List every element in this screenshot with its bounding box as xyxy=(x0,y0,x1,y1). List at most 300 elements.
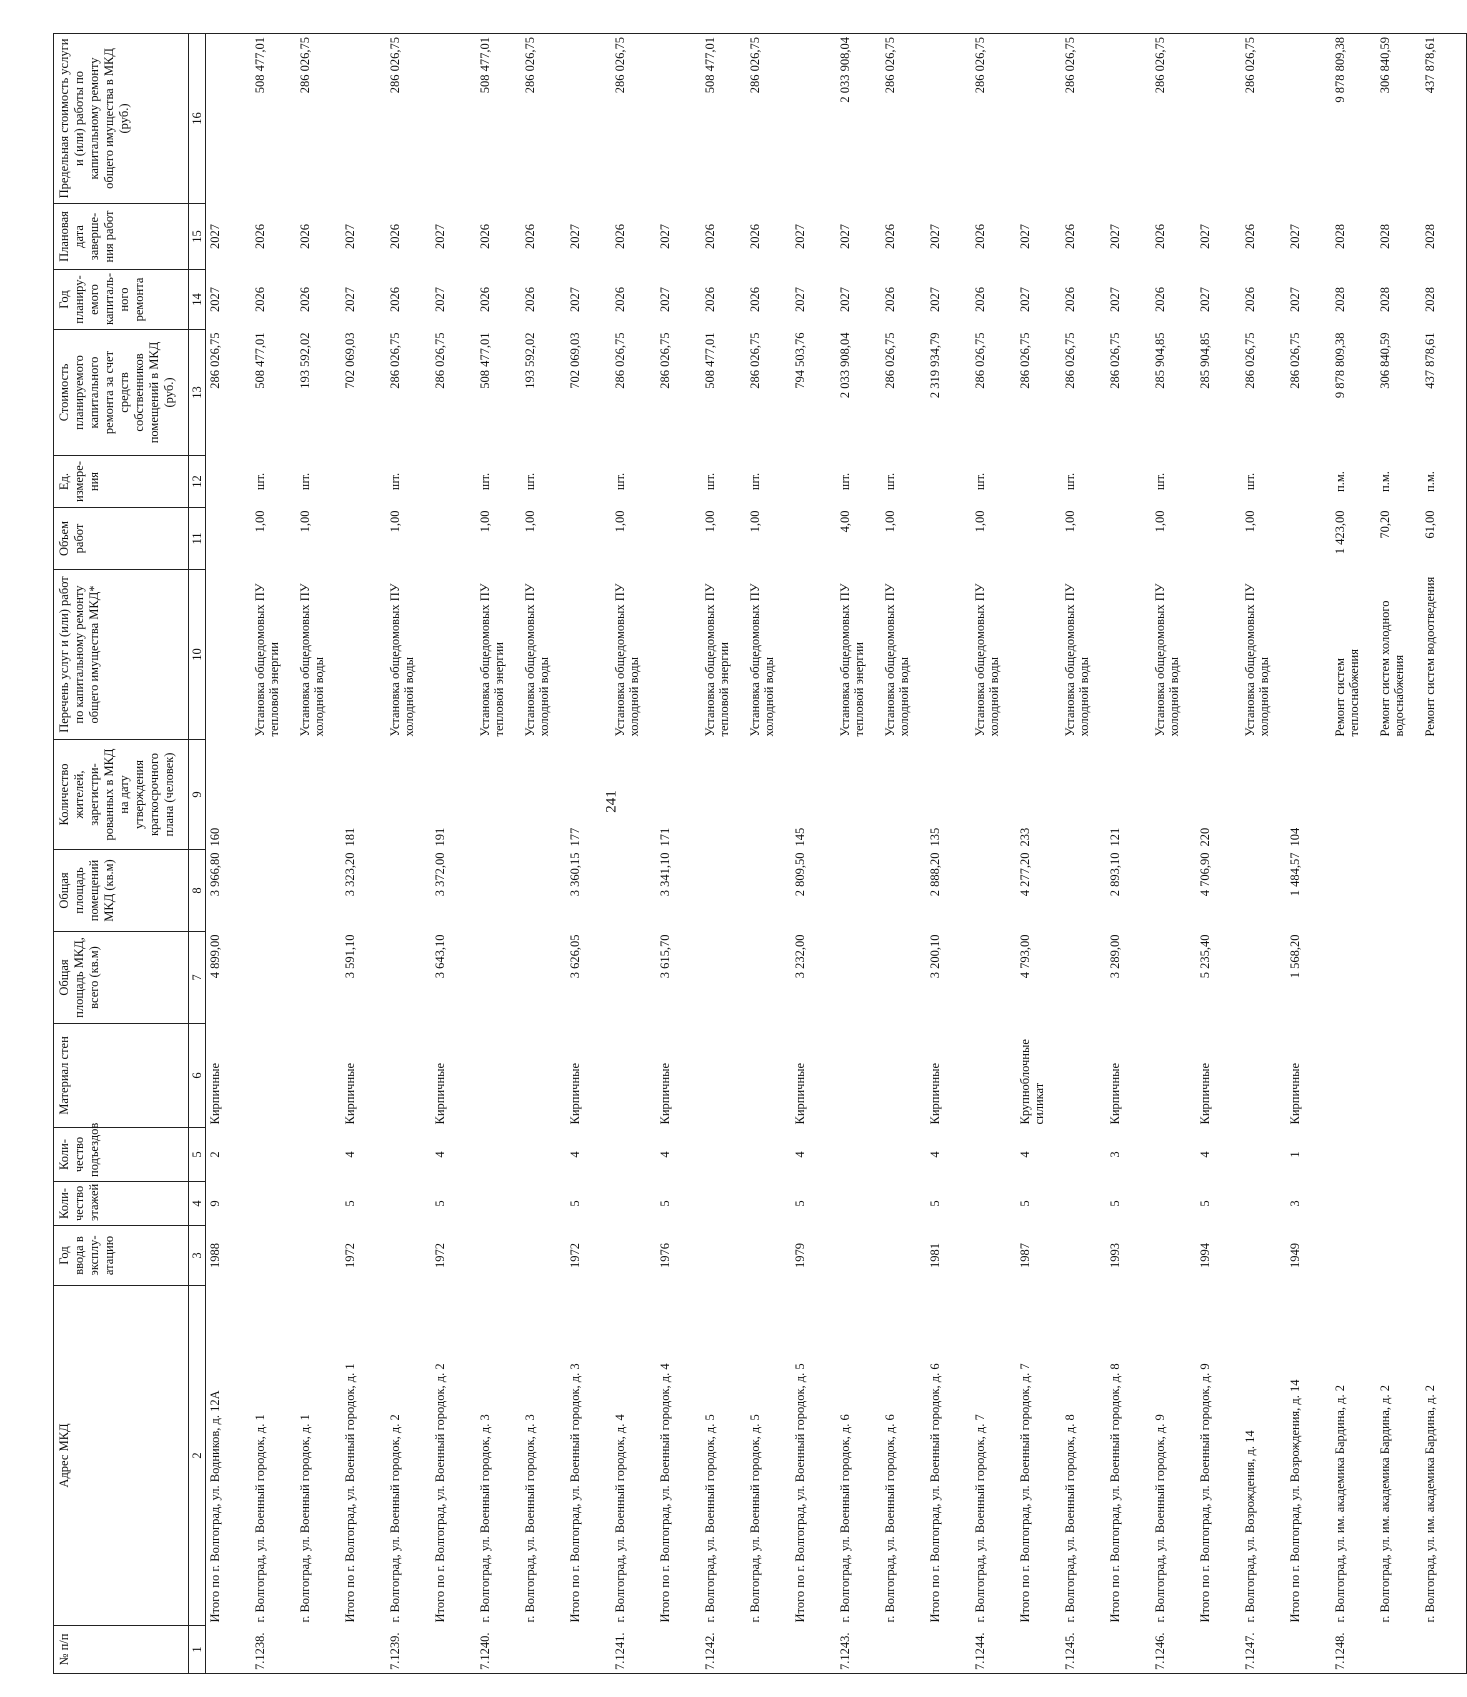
table-row xyxy=(746,34,791,1674)
volume-cell: 1,00 xyxy=(388,510,402,533)
cost-cell: 286 026,75 xyxy=(1063,332,1077,389)
premises-area-cell xyxy=(476,850,521,932)
residents-cell xyxy=(836,740,881,850)
year-built-cell: 1979 xyxy=(793,1243,807,1268)
repair-year-cell: 2026 xyxy=(388,287,402,312)
row-number: 7.1243. xyxy=(836,1626,881,1674)
works-list-cell xyxy=(431,570,476,740)
unit-cell xyxy=(431,456,476,508)
completion-date-cell: 2026 xyxy=(973,224,987,249)
floors-cell xyxy=(296,1182,341,1226)
volume-cell xyxy=(206,508,252,570)
total-area-cell: 3 200,10 xyxy=(928,934,942,979)
repair-year-cell: 2026 xyxy=(883,287,897,312)
table-row xyxy=(341,34,386,1674)
volume-cell: 1,00 xyxy=(253,510,267,533)
total-area-cell xyxy=(881,932,926,1024)
works-list-cell: Установка общедомовых ПУ холодной воды xyxy=(388,583,416,737)
cost-cell: 2 033 908,04 xyxy=(838,332,852,399)
unit-cell: шт. xyxy=(748,472,762,491)
completion-date-cell: 2028 xyxy=(1333,224,1347,249)
table-row xyxy=(386,34,431,1674)
year-built-cell: 1993 xyxy=(1108,1243,1122,1268)
row-number: 7.1238. xyxy=(251,1626,296,1674)
max-cost-cell: 286 026,75 xyxy=(1061,34,1106,204)
address-cell: г. Волгоград, ул. Военный городок, д. 5 xyxy=(748,1414,762,1623)
entrances-cell: 4 xyxy=(793,1151,807,1158)
residents-cell xyxy=(1376,740,1421,850)
entrances-cell xyxy=(971,1128,1016,1182)
entrances-cell: 4 xyxy=(343,1151,357,1158)
year-built-cell: 1988 xyxy=(208,1243,222,1268)
premises-area-cell xyxy=(251,850,296,932)
wall-material-cell xyxy=(251,1024,296,1128)
entrances-cell: 4 xyxy=(1018,1151,1032,1158)
header-cell: Количество жителей, зарегистри-рованных в МКД на дату утверждения краткосрочного плана (человек) xyxy=(54,740,189,850)
unit-cell: шт. xyxy=(973,472,987,491)
entrances-cell xyxy=(1061,1128,1106,1182)
residents-cell xyxy=(971,740,1016,850)
completion-date-cell: 2027 xyxy=(838,224,852,249)
unit-cell: п.м. xyxy=(1333,471,1347,492)
header-cell: Коли-чество этажей xyxy=(54,1182,189,1226)
cost-cell: 794 503,76 xyxy=(793,332,807,389)
max-cost-cell xyxy=(1286,34,1331,204)
completion-date-cell: 2027 xyxy=(1108,224,1122,249)
completion-date-cell: 2028 xyxy=(1421,204,1467,270)
volume-cell xyxy=(431,508,476,570)
table-row xyxy=(431,34,476,1674)
repair-year-cell: 2027 xyxy=(208,287,222,312)
completion-date-cell: 2027 xyxy=(1288,224,1302,249)
cost-cell: 193 592,02 xyxy=(298,332,312,389)
unit-cell xyxy=(791,456,836,508)
address-cell: Итого по г. Волгоград, ул. Военный городок, д. 8 xyxy=(1108,1363,1122,1623)
repair-year-cell: 2027 xyxy=(928,287,942,312)
works-list-cell: Установка общедомовых ПУ холодной воды xyxy=(1243,583,1271,737)
wall-material-cell: Кирпичные xyxy=(433,1062,447,1125)
floors-cell xyxy=(521,1182,566,1226)
volume-cell: 1,00 xyxy=(883,510,897,533)
cost-cell: 508 477,01 xyxy=(703,332,717,389)
unit-cell: п.м. xyxy=(1378,471,1392,492)
table-row xyxy=(206,34,252,1674)
address-cell: Итого по г. Волгоград, ул. Военный городок, д. 4 xyxy=(658,1363,672,1623)
header-cell: Плановая дата заверше-ния работ xyxy=(54,204,189,270)
address-cell: г. Волгоград, ул. им. академика Бардина, д. 2 xyxy=(1378,1384,1392,1623)
completion-date-cell: 2026 xyxy=(703,224,717,249)
works-list-cell: Установка общедомовых ПУ тепловой энергии xyxy=(838,583,866,737)
total-area-cell xyxy=(476,932,521,1024)
premises-area-cell: 4 277,20 xyxy=(1018,852,1032,897)
premises-area-cell xyxy=(1241,850,1286,932)
works-list-cell xyxy=(1016,570,1061,740)
row-number: 7.1241. xyxy=(611,1626,656,1674)
floors-cell xyxy=(1151,1182,1196,1226)
table-row xyxy=(1106,34,1151,1674)
table-row xyxy=(476,34,521,1674)
residents-cell xyxy=(746,740,791,850)
premises-area-cell xyxy=(836,850,881,932)
wall-material-cell xyxy=(476,1024,521,1128)
residents-cell xyxy=(701,740,746,850)
capital-repair-table xyxy=(53,33,1467,1674)
address-cell: г. Волгоград, ул. им. академика Бардина, д. 2 xyxy=(1333,1384,1347,1623)
total-area-cell: 3 591,10 xyxy=(343,934,357,979)
max-cost-cell xyxy=(656,34,701,204)
repair-year-cell: 2026 xyxy=(253,287,267,312)
volume-cell: 1,00 xyxy=(613,510,627,533)
column-number: 10 xyxy=(189,570,206,740)
year-built-cell: 1972 xyxy=(343,1243,357,1268)
floors-cell: 5 xyxy=(793,1200,807,1207)
entrances-cell: 1 xyxy=(1288,1151,1302,1158)
premises-area-cell xyxy=(1331,850,1376,932)
max-cost-cell: 9 878 809,38 xyxy=(1331,34,1376,204)
total-area-cell xyxy=(251,932,296,1024)
repair-year-cell: 2027 xyxy=(343,287,357,312)
address-cell: г. Волгоград, ул. Военный городок, д. 1 xyxy=(298,1414,312,1623)
year-built-cell xyxy=(1061,1226,1106,1286)
address-cell: г. Волгоград, ул. Возрождения, д. 14 xyxy=(1243,1430,1257,1623)
total-area-cell: 4 793,00 xyxy=(1018,934,1032,979)
residents-cell: 121 xyxy=(1108,827,1122,847)
table-row xyxy=(1061,34,1106,1674)
cost-cell: 286 026,75 xyxy=(1018,332,1032,389)
residents-cell xyxy=(1421,740,1467,850)
max-cost-cell: 508 477,01 xyxy=(476,34,521,204)
row-number: 7.1239. xyxy=(386,1626,431,1674)
cost-cell: 286 026,75 xyxy=(613,332,627,389)
completion-date-cell: 2026 xyxy=(613,224,627,249)
column-number: 2 xyxy=(189,1286,206,1626)
volume-cell: 1,00 xyxy=(1243,510,1257,533)
cost-cell: 286 026,75 xyxy=(388,332,402,389)
repair-year-cell: 2027 xyxy=(793,287,807,312)
table-row xyxy=(791,34,836,1674)
address-cell: г. Волгоград, ул. Военный городок, д. 2 xyxy=(388,1414,402,1623)
max-cost-cell: 2 033 908,04 xyxy=(836,34,881,204)
max-cost-cell: 286 026,75 xyxy=(1241,34,1286,204)
residents-cell: 233 xyxy=(1018,827,1032,847)
floors-cell: 9 xyxy=(208,1200,222,1207)
max-cost-cell xyxy=(341,34,386,204)
table-body xyxy=(206,34,1467,1674)
table-row xyxy=(1331,34,1376,1674)
header-row xyxy=(54,34,189,1674)
row-number xyxy=(926,1626,971,1674)
unit-cell: шт. xyxy=(253,472,267,491)
completion-date-cell: 2027 xyxy=(568,224,582,249)
wall-material-cell xyxy=(1061,1024,1106,1128)
table-row xyxy=(1196,34,1241,1674)
header-cell: Адрес МКД xyxy=(54,1286,189,1626)
entrances-cell xyxy=(296,1128,341,1182)
entrances-cell xyxy=(611,1128,656,1182)
works-list-cell: Установка общедомовых ПУ холодной воды xyxy=(883,583,911,737)
wall-material-cell xyxy=(1376,1024,1421,1128)
works-list-cell: Установка общедомовых ПУ холодной воды xyxy=(973,583,1001,737)
volume-cell: 1,00 xyxy=(1063,510,1077,533)
floors-cell xyxy=(1421,1182,1467,1226)
wall-material-cell xyxy=(1331,1024,1376,1128)
volume-cell: 1,00 xyxy=(703,510,717,533)
table-row xyxy=(1286,34,1331,1674)
cost-cell: 286 026,75 xyxy=(1288,332,1302,389)
completion-date-cell: 2026 xyxy=(253,224,267,249)
column-number: 12 xyxy=(189,456,206,508)
header-cell: Общая площадь МКД, всего (кв.м) xyxy=(54,932,189,1024)
cost-cell: 9 878 809,38 xyxy=(1333,332,1347,399)
year-built-cell xyxy=(1376,1226,1421,1286)
column-number: 9 xyxy=(189,740,206,850)
total-area-cell xyxy=(611,932,656,1024)
max-cost-cell xyxy=(206,34,252,204)
repair-year-cell: 2028 xyxy=(1421,270,1467,330)
total-area-cell xyxy=(1061,932,1106,1024)
year-built-cell xyxy=(251,1226,296,1286)
residents-cell: 171 xyxy=(658,827,672,847)
column-number: 11 xyxy=(189,508,206,570)
premises-area-cell: 2 809,50 xyxy=(793,852,807,897)
cost-cell: 508 477,01 xyxy=(478,332,492,389)
unit-cell xyxy=(1196,456,1241,508)
repair-year-cell: 2027 xyxy=(1198,287,1212,312)
row-number xyxy=(1106,1626,1151,1674)
column-number: 1 xyxy=(189,1626,206,1674)
works-list-cell: Установка общедомовых ПУ холодной воды xyxy=(298,583,326,737)
row-number xyxy=(1196,1626,1241,1674)
unit-cell xyxy=(341,456,386,508)
residents-cell xyxy=(1151,740,1196,850)
table-row xyxy=(1421,34,1467,1674)
total-area-cell xyxy=(296,932,341,1024)
year-built-cell xyxy=(1331,1226,1376,1286)
row-number xyxy=(1016,1626,1061,1674)
repair-year-cell: 2027 xyxy=(838,287,852,312)
floors-cell xyxy=(836,1182,881,1226)
year-built-cell xyxy=(746,1226,791,1286)
wall-material-cell xyxy=(1421,1024,1467,1128)
cost-cell: 286 026,75 xyxy=(658,332,672,389)
wall-material-cell xyxy=(701,1024,746,1128)
year-built-cell: 1972 xyxy=(433,1243,447,1268)
repair-year-cell: 2026 xyxy=(613,287,627,312)
works-list-cell: Установка общедомовых ПУ холодной воды xyxy=(1063,583,1091,737)
table-row xyxy=(521,34,566,1674)
wall-material-cell: Крупноблочные силикат xyxy=(1018,1039,1046,1125)
cost-cell: 286 026,75 xyxy=(973,332,987,389)
address-cell: Итого по г. Волгоград, ул. Военный городок, д. 5 xyxy=(793,1363,807,1623)
year-built-cell xyxy=(386,1226,431,1286)
works-list-cell xyxy=(206,570,252,740)
floors-cell: 5 xyxy=(433,1200,447,1207)
works-list-cell xyxy=(341,570,386,740)
max-cost-cell: 286 026,75 xyxy=(386,34,431,204)
residents-cell: 191 xyxy=(433,827,447,847)
residents-cell: 181 xyxy=(343,827,357,847)
year-built-cell xyxy=(296,1226,341,1286)
header-cell: Стоимость планируемого капитального ремонта за счет средств собственников помещений в МКД (руб.) xyxy=(54,330,189,456)
wall-material-cell: Кирпичные xyxy=(208,1062,222,1125)
completion-date-cell: 2027 xyxy=(793,224,807,249)
works-list-cell: Ремонт систем теплоснабжения xyxy=(1333,649,1361,737)
wall-material-cell xyxy=(386,1024,431,1128)
total-area-cell: 1 568,20 xyxy=(1288,934,1302,979)
works-list-cell: Ремонт систем холодного водоснабжения xyxy=(1378,600,1406,737)
column-number: 16 xyxy=(189,34,206,204)
column-number: 4 xyxy=(189,1182,206,1226)
volume-cell: 4,00 xyxy=(838,510,852,533)
year-built-cell: 1987 xyxy=(1018,1243,1032,1268)
repair-year-cell: 2028 xyxy=(1378,287,1392,312)
unit-cell xyxy=(1016,456,1061,508)
column-number: 15 xyxy=(189,204,206,270)
premises-area-cell xyxy=(521,850,566,932)
total-area-cell xyxy=(1151,932,1196,1024)
table-row xyxy=(656,34,701,1674)
cost-cell: 286 026,75 xyxy=(883,332,897,389)
premises-area-cell xyxy=(611,850,656,932)
unit-cell: шт. xyxy=(388,472,402,491)
floors-cell: 5 xyxy=(928,1200,942,1207)
cost-cell: 508 477,01 xyxy=(253,332,267,389)
cost-cell: 306 840,59 xyxy=(1378,332,1392,389)
floors-cell xyxy=(746,1182,791,1226)
entrances-cell xyxy=(836,1128,881,1182)
works-list-cell: Установка общедомовых ПУ холодной воды xyxy=(748,583,776,737)
premises-area-cell xyxy=(701,850,746,932)
year-built-cell xyxy=(701,1226,746,1286)
entrances-cell xyxy=(386,1128,431,1182)
year-built-cell xyxy=(836,1226,881,1286)
residents-cell xyxy=(296,740,341,850)
total-area-cell xyxy=(521,932,566,1024)
year-built-cell: 1976 xyxy=(658,1243,672,1268)
row-number xyxy=(206,1626,252,1674)
floors-cell: 5 xyxy=(1108,1200,1122,1207)
page-number: 241 xyxy=(603,790,620,813)
unit-cell: шт. xyxy=(1153,472,1167,491)
row-number xyxy=(296,1626,341,1674)
floors-cell xyxy=(251,1182,296,1226)
row-number: 7.1242. xyxy=(701,1626,746,1674)
wall-material-cell: Кирпичные xyxy=(343,1062,357,1125)
column-number: 8 xyxy=(189,850,206,932)
premises-area-cell: 3 372,00 xyxy=(433,852,447,897)
table-row xyxy=(611,34,656,1674)
max-cost-cell: 306 840,59 xyxy=(1376,34,1421,204)
unit-cell xyxy=(206,456,252,508)
completion-date-cell: 2026 xyxy=(1153,224,1167,249)
volume-cell: 1,00 xyxy=(748,510,762,533)
header-cell: Ед. измере-ния xyxy=(54,456,189,508)
total-area-cell: 3 232,00 xyxy=(793,934,807,979)
cost-cell: 285 904,85 xyxy=(1198,332,1212,389)
wall-material-cell: Кирпичные xyxy=(1198,1062,1212,1125)
completion-date-cell: 2027 xyxy=(928,224,942,249)
works-list-cell: Установка общедомовых ПУ тепловой энергии xyxy=(478,583,506,737)
works-list-cell xyxy=(656,570,701,740)
premises-area-cell xyxy=(296,850,341,932)
repair-year-cell: 2026 xyxy=(298,287,312,312)
year-built-cell xyxy=(611,1226,656,1286)
residents-cell xyxy=(1331,740,1376,850)
volume-cell xyxy=(1106,508,1151,570)
residents-cell xyxy=(386,740,431,850)
row-number xyxy=(431,1626,476,1674)
wall-material-cell xyxy=(521,1024,566,1128)
header-cell: Общая площадь помещений МКД (кв.м) xyxy=(54,850,189,932)
residents-cell xyxy=(1061,740,1106,850)
row-number: 7.1246. xyxy=(1151,1626,1196,1674)
year-built-cell: 1994 xyxy=(1198,1243,1212,1268)
floors-cell xyxy=(1061,1182,1106,1226)
table-row xyxy=(971,34,1016,1674)
entrances-cell xyxy=(476,1128,521,1182)
unit-cell xyxy=(926,456,971,508)
works-list-cell: Установка общедомовых ПУ холодной воды xyxy=(523,583,551,737)
cost-cell: 702 069,03 xyxy=(343,332,357,389)
total-area-cell xyxy=(701,932,746,1024)
works-list-cell: Ремонт систем водоотведения xyxy=(1421,570,1467,740)
max-cost-cell: 508 477,01 xyxy=(251,34,296,204)
total-area-cell xyxy=(1376,932,1421,1024)
year-built-cell: 1949 xyxy=(1288,1243,1302,1268)
cost-cell: 286 026,75 xyxy=(1243,332,1257,389)
volume-cell: 1 423,00 xyxy=(1333,510,1347,555)
completion-date-cell: 2027 xyxy=(1198,224,1212,249)
unit-cell: шт. xyxy=(298,472,312,491)
rotated-table-container xyxy=(53,34,1437,1674)
premises-area-cell: 3 966,80 xyxy=(208,852,222,897)
max-cost-cell: 286 026,75 xyxy=(971,34,1016,204)
max-cost-cell: 286 026,75 xyxy=(746,34,791,204)
table-row xyxy=(701,34,746,1674)
premises-area-cell: 4 706,90 xyxy=(1198,852,1212,897)
max-cost-cell: 286 026,75 xyxy=(611,34,656,204)
residents-cell: 220 xyxy=(1198,827,1212,847)
completion-date-cell: 2027 xyxy=(343,224,357,249)
total-area-cell xyxy=(746,932,791,1024)
works-list-cell xyxy=(1106,570,1151,740)
residents-cell xyxy=(611,740,656,850)
total-area-cell xyxy=(836,932,881,1024)
row-number xyxy=(881,1626,926,1674)
completion-date-cell: 2026 xyxy=(523,224,537,249)
repair-year-cell: 2026 xyxy=(1153,287,1167,312)
wall-material-cell xyxy=(296,1024,341,1128)
premises-area-cell: 3 360,15 xyxy=(568,852,582,897)
repair-year-cell: 2026 xyxy=(478,287,492,312)
row-number: 7.1244. xyxy=(971,1626,1016,1674)
residents-cell xyxy=(251,740,296,850)
row-number: 7.1247. xyxy=(1241,1626,1286,1674)
header-cell: Материал стен xyxy=(54,1024,189,1128)
year-built-cell xyxy=(1241,1226,1286,1286)
cost-cell: 702 069,03 xyxy=(568,332,582,389)
repair-year-cell: 2027 xyxy=(658,287,672,312)
header-cell: Объем работ xyxy=(54,508,189,570)
unit-cell xyxy=(656,456,701,508)
works-list-cell: Установка общедомовых ПУ холодной воды xyxy=(1153,583,1181,737)
residents-cell xyxy=(881,740,926,850)
cost-cell: 2 319 934,79 xyxy=(928,332,942,399)
row-number xyxy=(1286,1626,1331,1674)
entrances-cell xyxy=(1331,1128,1376,1182)
address-cell: Итого по г. Волгоград, ул. Военный городок, д. 3 xyxy=(568,1363,582,1623)
floors-cell: 5 xyxy=(1198,1200,1212,1207)
